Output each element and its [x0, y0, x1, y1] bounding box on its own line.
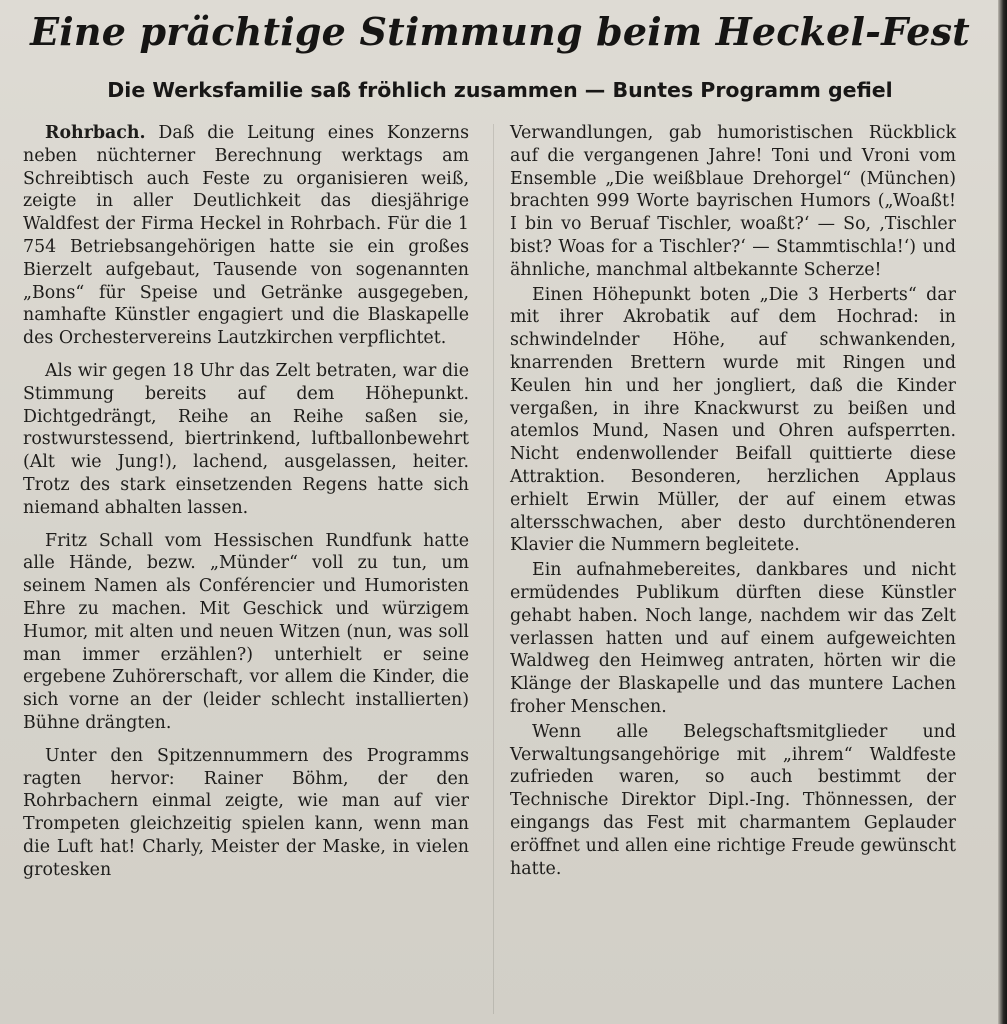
article-column-left	[23, 122, 469, 892]
paragraph-highlights-continued: Verwandlungen, gab humoristischen Rückblick auf die vergangenen Jahre! Toni und Vroni vom Ensemble „Die weißblaue Drehorgel“ (München) brachten 999 Worte bayrischen Humors („Woaßt! I bin vo Beruaf Tischler, woaßt?‘ — So, ‚Tischler bist? Woas for a Tischler?‘ — Stammtischla!‘) und ähnliche, manchmal altbekannte Scherze!	[510, 123, 956, 280]
dateline: Rohrbach.	[45, 123, 146, 143]
paragraph-highlights: Unter den Spitzennummern des Programms ragten hervor: Rainer Böhm, der den Rohrbachern einmal zeigte, wie man auf vier Trompeten gleichzeitig spielen kann, wenn man die Luft hat! Charly, Meister der Maske, in vielen grotesken	[23, 745, 469, 880]
paragraph-conferencier: Fritz Schall vom Hessischen Rundfunk hatte alle Hände, bezw. „Münder“ voll zu tun, um seinem Namen als Conférencier und Humoristen Ehre zu machen. Mit Geschick und würzigem Humor, mit alten und neuen Witzen (nun, was soll man immer erzählen?) unterhielt er seine ergebene Zuhörerschaft, vor allem die Kinder, die sich vorne an der (leider schlecht installierten) Bühne drängten.	[23, 530, 469, 733]
article-headline: Eine prächtige Stimmung beim Heckel-Fest	[30, 9, 970, 54]
paragraph-arrival: Als wir gegen 18 Uhr das Zelt betraten, war die Stimmung bereits auf dem Höhepunkt. Dichtgedrängt, Reihe an Reihe saßen sie, rostwurstessend, biertrinkend, luftballonbewehrt (Alt wie Jung!), lachend, ausgelassen, heiter. Trotz des stark einsetzenden Regens hatte sich niemand abhalten lassen.	[23, 360, 469, 518]
page-edge-shadow	[998, 0, 1007, 1024]
paragraph-intro-text: Daß die Leitung eines Konzerns neben nüchterner Berechnung werktags am Schreibtisch auch Feste zu organisieren weiß, zeigte in aller Deutlichkeit das diesjährige Waldfest der Firma Heckel in Rohrbach. Für die 1 754 Betriebsangehörigen hatte sie ein großes Bierzelt aufgebaut, Tausende von sogenannten „Bons“ für Speise und Getränke ausgegeben, namhafte Künstler engagiert und die Blaskapelle des Orchestervereins Lautzkirchen verpflichtet.	[23, 123, 469, 349]
column-divider	[493, 124, 494, 1014]
paragraph-closing: Wenn alle Belegschaftsmitglieder und Verwaltungsangehörige mit „ihrem“ Waldfeste zufrieden waren, so auch bestimmt der Technische Direktor Dipl.-Ing. Thönnessen, der eingangs das Fest mit charmantem Geplauder eröffnet und allen eine richtige Freude gewünscht hatte.	[510, 721, 956, 879]
paragraph-intro	[23, 122, 469, 350]
paragraph-acrobatics: Einen Höhepunkt boten „Die 3 Herberts“ dar mit ihrer Akrobatik auf dem Hochrad: in schwindelnder Höhe, auf schwankenden, knarrenden Brettern wurde mit Ringen und Keulen hin und her jongliert, daß die Kinder vergaßen, in ihre Knackwurst zu beißen und atemlos Mund, Nasen und Ohren aufsperrten. Nicht endenwollender Beifall quittierte diese Attraktion. Besonderen, herzlichen Applaus erhielt Erwin Müller, der auf einem etwas altersschwachen, aber desto durchtönenderen Klavier die Nummern begleitete.	[510, 284, 956, 556]
article-column-right	[510, 122, 956, 882]
article-subheadline: Die Werksfamilie saß fröhlich zusammen — Buntes Programm gefiel	[107, 78, 893, 102]
paragraph-audience: Ein aufnahmebereites, dankbares und nicht ermüdendes Publikum dürften diese Künstler gehabt haben. Noch lange, nachdem wir das Zelt verlassen hatten und auf einem aufgeweichten Waldweg den Heimweg antraten, hörten wir die Klänge der Blaskapelle und das muntere Lachen froher Menschen.	[510, 560, 956, 717]
